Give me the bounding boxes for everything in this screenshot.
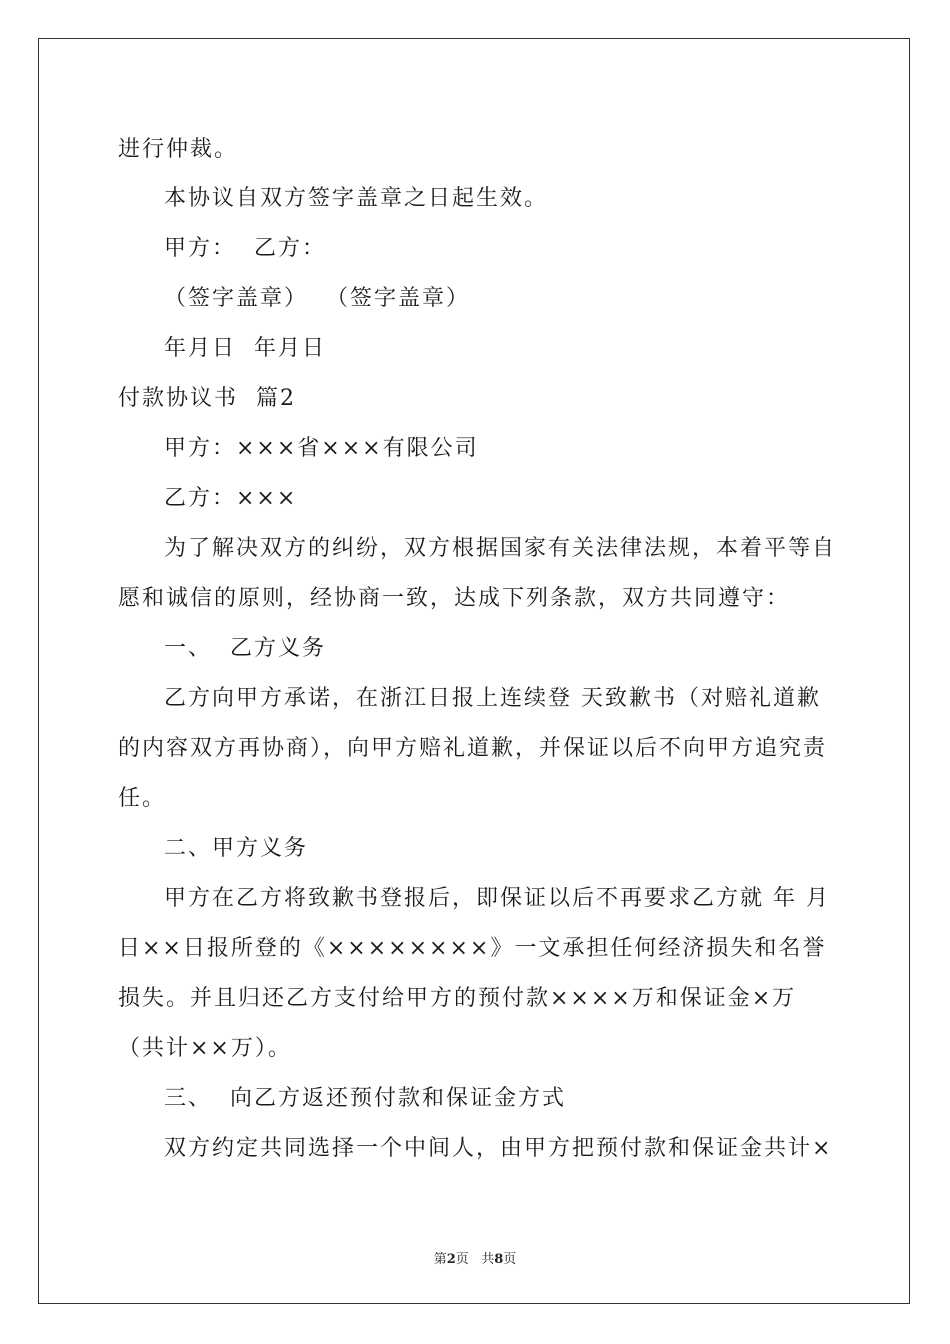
total-prefix: 共 — [481, 1252, 495, 1267]
text-line: 甲方在乙方将致歉书登报后，即保证以后不再要求乙方就 年 月 — [164, 886, 830, 911]
text-line: 的内容双方再协商），向甲方赔礼道歉，并保证以后不向甲方追究责 — [118, 736, 828, 761]
text-line: 为了解决双方的纠纷，双方根据国家有关法律法规，本着平等自 — [164, 536, 837, 561]
signature-date-labels: 年月日 年月日 — [164, 336, 326, 361]
text-line: 乙方向甲方承诺，在浙江日报上连续登 天致歉书（对赔礼道歉 — [164, 686, 821, 711]
text-line: 双方约定共同选择一个中间人，由甲方把预付款和保证金共计× — [164, 1136, 833, 1161]
signature-seal-labels: （签字盖章） （签字盖章） — [164, 286, 470, 311]
page-footer — [0, 1248, 950, 1267]
section-title: 付款协议书 篇2 — [118, 386, 296, 411]
total-suffix: 页 — [503, 1252, 517, 1267]
page-border — [38, 38, 910, 1304]
text-line: （共计××万）。 — [118, 1036, 292, 1061]
total-pages: 8 — [494, 1252, 504, 1267]
clause-heading: 一、 乙方义务 — [164, 636, 326, 661]
text-line: 日××日报所登的《××××××××》一文承担任何经济损失和名誉 — [118, 936, 827, 961]
clause-heading: 三、 向乙方返还预付款和保证金方式 — [164, 1086, 566, 1111]
page-prefix: 第 — [433, 1252, 447, 1267]
text-line: 愿和诚信的原则，经协商一致，达成下列条款，双方共同遵守： — [118, 586, 791, 611]
party-b-line: 乙方：××× — [164, 486, 298, 511]
clause-heading: 二、甲方义务 — [164, 836, 309, 861]
text-line: 本协议自双方签字盖章之日起生效。 — [164, 186, 549, 211]
text-line: 任。 — [118, 786, 167, 811]
text-line: 进行仲裁。 — [118, 137, 239, 162]
signature-party-labels: 甲方： 乙方： — [164, 236, 326, 261]
text-line: 损失。并且归还乙方支付给甲方的预付款××××万和保证金×万 — [118, 986, 797, 1011]
party-a-line: 甲方：×××省×××有限公司 — [164, 436, 479, 461]
page-number: 2 — [446, 1252, 456, 1267]
page-suffix: 页 — [455, 1252, 469, 1267]
